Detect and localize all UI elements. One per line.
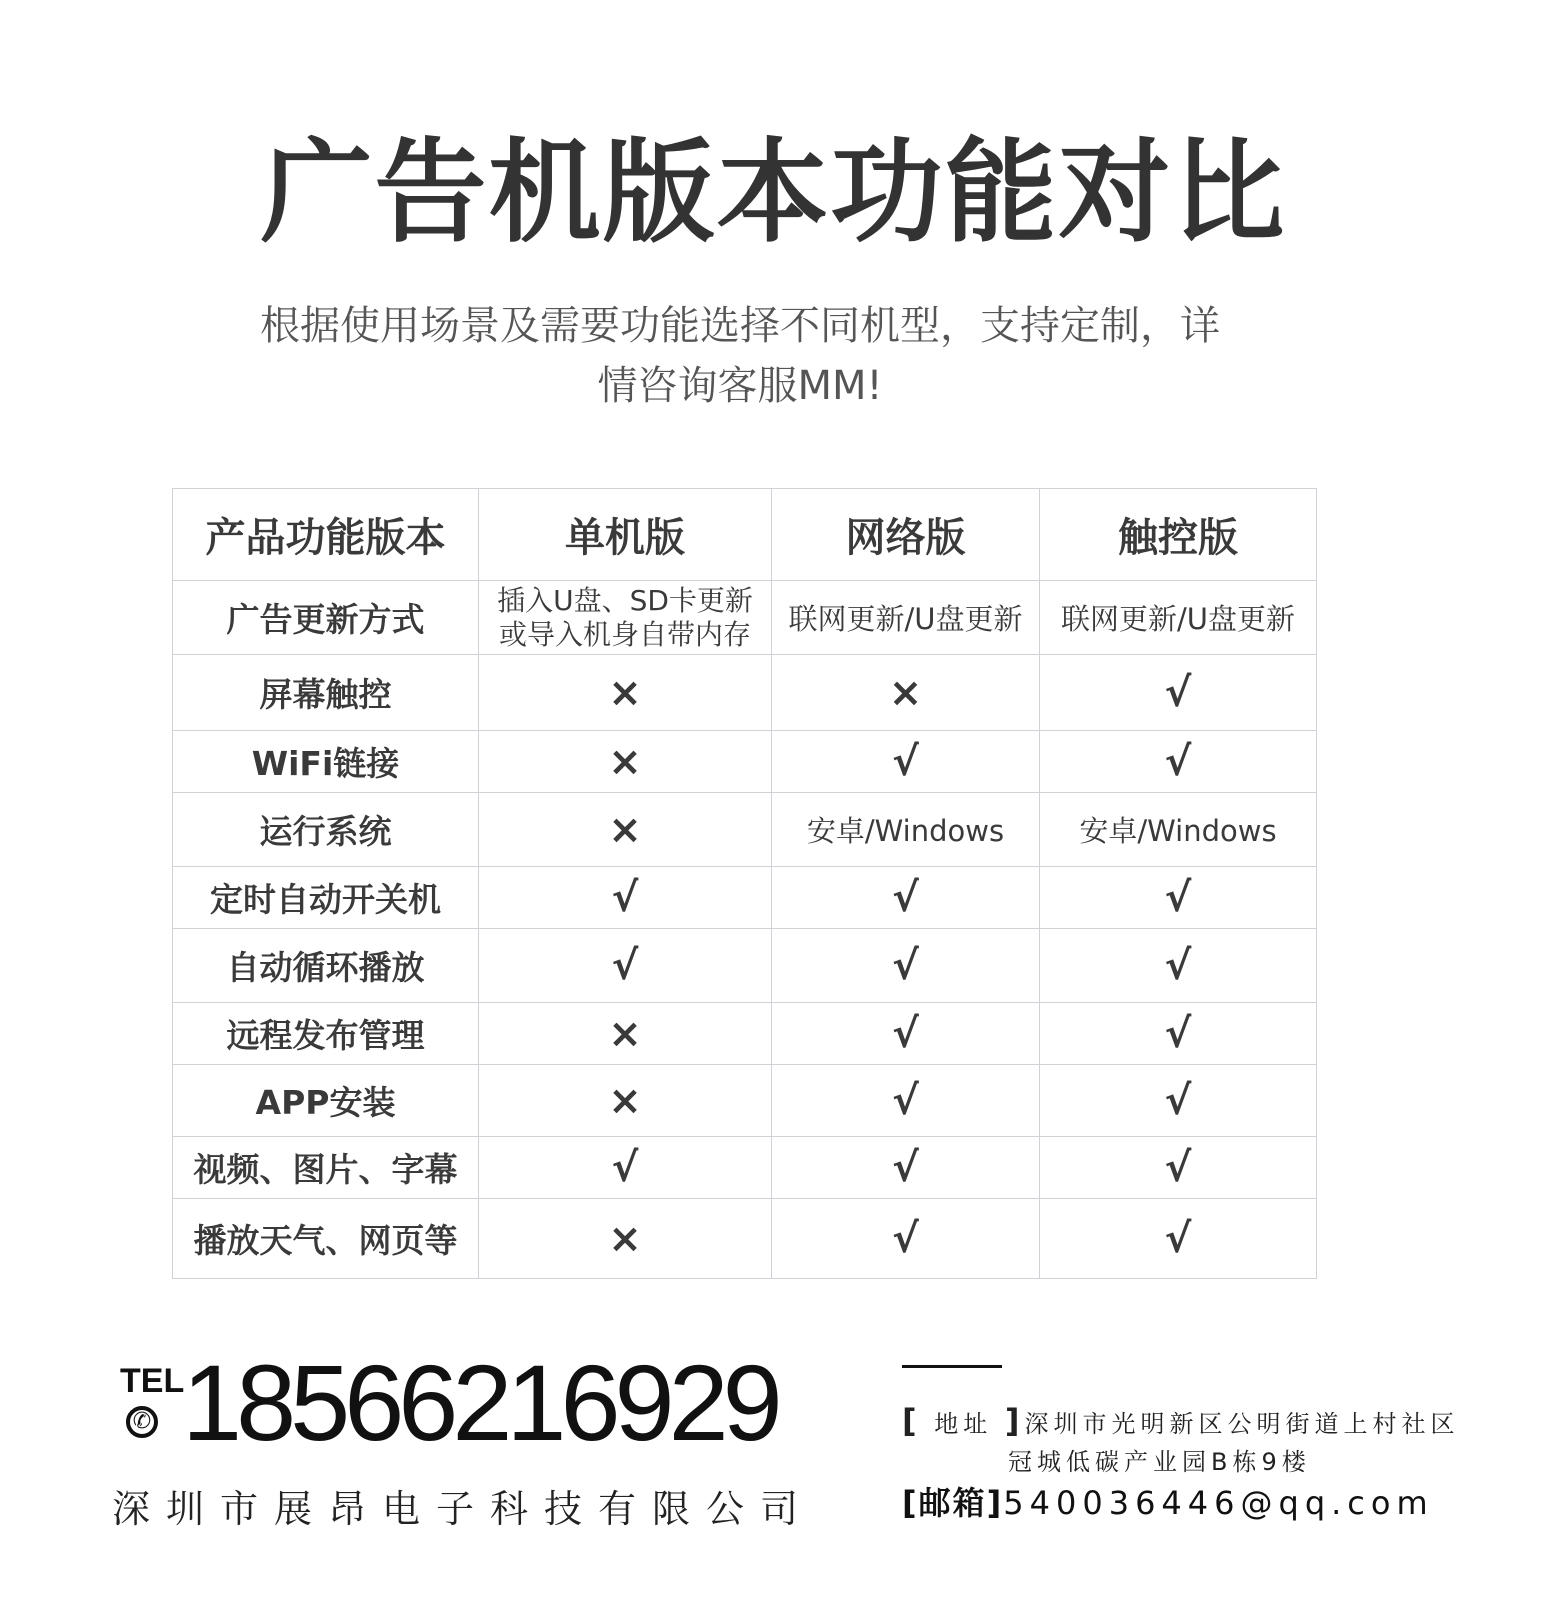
address-line-1 (902, 1402, 1460, 1440)
phone-icon: ✆ (126, 1406, 158, 1438)
cross-mark-cell: × (479, 1199, 772, 1279)
check-mark-cell: √ (1040, 655, 1317, 731)
bracket-close-icon: ] (1004, 1402, 1025, 1440)
feature-cell: 定时自动开关机 (173, 867, 479, 929)
table-row (173, 1137, 1317, 1199)
check-mark-cell: √ (1040, 1137, 1317, 1199)
table-row (173, 1199, 1317, 1279)
cross-mark-cell: × (772, 655, 1040, 731)
check-mark-cell: √ (1040, 929, 1317, 1003)
company-name: 深圳市展昂电子科技有限公司 (112, 1487, 815, 1531)
check-mark-cell: √ (772, 1137, 1040, 1199)
feature-cell: 自动循环播放 (173, 929, 479, 1003)
table-row (173, 731, 1317, 793)
table-row (173, 655, 1317, 731)
value-cell: 联网更新/U盘更新 (772, 581, 1040, 655)
feature-cell: 播放天气、网页等 (173, 1199, 479, 1279)
table-row (173, 929, 1317, 1003)
table-header-row (173, 489, 1317, 581)
column-header: 网络版 (772, 489, 1040, 581)
table-row (173, 793, 1317, 867)
check-mark-cell: √ (1040, 731, 1317, 793)
cross-mark-cell: × (479, 793, 772, 867)
address-label: 地址 (934, 1410, 993, 1438)
feature-cell: 视频、图片、字幕 (173, 1137, 479, 1199)
cross-mark-cell: × (479, 1003, 772, 1065)
check-mark-cell: √ (479, 929, 772, 1003)
tel-label: TEL (120, 1362, 185, 1400)
feature-cell: 广告更新方式 (173, 581, 479, 655)
check-mark-cell: √ (772, 1003, 1040, 1065)
column-header: 产品功能版本 (173, 489, 479, 581)
check-mark-cell: √ (1040, 1065, 1317, 1137)
value-cell: 联网更新/U盘更新 (1040, 581, 1317, 655)
table-row (173, 1003, 1317, 1065)
address-line-2: 冠城低碳产业园B栋9楼 (1008, 1448, 1311, 1476)
table-row (173, 581, 1317, 655)
page-subtitle (230, 296, 1250, 416)
address-text: 深圳市光明新区公明街道上村社区 (1024, 1410, 1460, 1438)
value-cell: 安卓/Windows (1040, 793, 1317, 867)
check-mark-cell: √ (1040, 1199, 1317, 1279)
check-mark-cell: √ (1040, 867, 1317, 929)
page-title: 广告机版本功能对比 (260, 128, 1287, 258)
feature-cell: WiFi链接 (173, 731, 479, 793)
value-cell (479, 581, 772, 655)
bracket-open-icon: [ (902, 1402, 922, 1440)
phone-number: 18566216929 (182, 1342, 777, 1463)
value-cell: 安卓/Windows (772, 793, 1040, 867)
divider-rule (902, 1365, 1002, 1368)
table-row (173, 1065, 1317, 1137)
column-header: 触控版 (1040, 489, 1317, 581)
email-value: 540036446@qq.com (1003, 1484, 1434, 1522)
email-line (902, 1478, 1434, 1524)
check-mark-cell: √ (772, 929, 1040, 1003)
cross-mark-cell: × (479, 1065, 772, 1137)
subtitle-line-2: 情咨询客服MM! (597, 363, 883, 409)
value-cell-line: 或导入机身自带内存 (498, 617, 751, 651)
check-mark-cell: √ (772, 731, 1040, 793)
email-label: 邮箱 (918, 1484, 987, 1522)
check-mark-cell: √ (772, 1199, 1040, 1279)
value-cell-line: 插入U盘、SD卡更新 (497, 583, 753, 617)
email-label-close: ] (986, 1484, 1004, 1522)
email-label-open: [ (902, 1484, 919, 1522)
check-mark-cell: √ (772, 867, 1040, 929)
check-mark-cell: √ (1040, 1003, 1317, 1065)
feature-cell: 屏幕触控 (173, 655, 479, 731)
comparison-table (172, 488, 1317, 1279)
cross-mark-cell: × (479, 731, 772, 793)
feature-cell: 远程发布管理 (173, 1003, 479, 1065)
check-mark-cell: √ (772, 1065, 1040, 1137)
check-mark-cell: √ (479, 867, 772, 929)
feature-cell: 运行系统 (173, 793, 479, 867)
table-row (173, 867, 1317, 929)
feature-cell: APP安装 (173, 1065, 479, 1137)
subtitle-line-1: 根据使用场景及需要功能选择不同机型，支持定制，详 (260, 303, 1220, 349)
check-mark-cell: √ (479, 1137, 772, 1199)
column-header: 单机版 (479, 489, 772, 581)
cross-mark-cell: × (479, 655, 772, 731)
